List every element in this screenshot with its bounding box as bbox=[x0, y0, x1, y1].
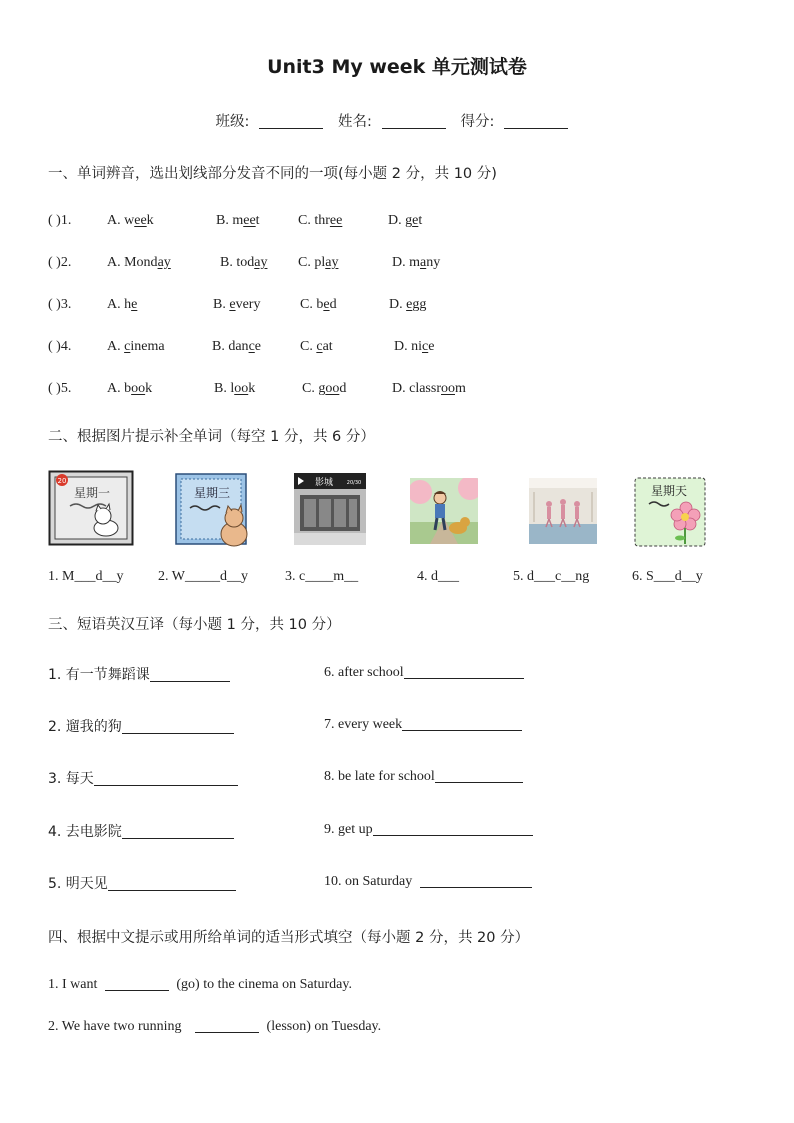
answer-line[interactable] bbox=[105, 976, 169, 991]
section-1-heading: 一、单词辨音，选出划线部分发音不同的一项(每小题 2 分，共 10 分) bbox=[48, 166, 497, 182]
q1-option-a: A. week bbox=[107, 213, 154, 228]
fill-word-2[interactable]: 2. W_____d__y bbox=[158, 569, 248, 584]
answer-line[interactable] bbox=[150, 667, 230, 682]
q1-option-b: B. meet bbox=[216, 213, 260, 228]
fill-word-1[interactable]: 1. M___d__y bbox=[48, 569, 124, 584]
badge-text: 20 bbox=[57, 477, 67, 485]
page-title: Unit3 My week 单元测试卷 bbox=[267, 56, 527, 78]
answer-line[interactable] bbox=[94, 771, 238, 786]
q1-option-c: C. three bbox=[298, 213, 343, 228]
cinema-sign-number: 20/30 bbox=[346, 480, 362, 486]
sunday-text: 星期天 bbox=[650, 484, 688, 498]
q4-option-c: C. cat bbox=[300, 339, 333, 354]
q2-bracket[interactable]: ( )2. bbox=[48, 255, 72, 270]
translate-item-9: 9. get up bbox=[324, 821, 533, 838]
answer-line[interactable] bbox=[195, 1018, 259, 1033]
answer-line[interactable] bbox=[122, 824, 234, 839]
name-blank[interactable] bbox=[382, 114, 446, 129]
sunday-card-image bbox=[633, 476, 707, 548]
q2-option-c: C. play bbox=[298, 255, 339, 270]
q2-option-b: B. today bbox=[220, 255, 268, 270]
q5-option-c: C. good bbox=[302, 381, 347, 396]
fill-sentence-1: 1. I want (go) to the cinema on Saturday. bbox=[48, 977, 352, 992]
walk-dog-image bbox=[410, 478, 478, 544]
q1-option-d: D. get bbox=[388, 213, 423, 228]
translate-item-4: 4. 去电影院 bbox=[48, 821, 234, 841]
cinema-sign-text: 影城 bbox=[314, 478, 334, 488]
q5-option-d: D. classroom bbox=[392, 381, 466, 396]
translate-item-3: 3. 每天 bbox=[48, 768, 238, 788]
section-2-heading: 二、根据图片提示补全单词（每空 1 分，共 6 分） bbox=[48, 429, 375, 445]
fill-word-5[interactable]: 5. d___c__ng bbox=[513, 569, 590, 584]
dancing-image bbox=[529, 478, 597, 544]
translate-item-5: 5. 明天见 bbox=[48, 873, 236, 893]
answer-line[interactable] bbox=[420, 873, 532, 888]
q3-option-c: C. bed bbox=[300, 297, 337, 312]
wednesday-card-image bbox=[174, 470, 252, 548]
q4-option-d: D. nice bbox=[394, 339, 435, 354]
translate-item-8: 8. be late for school bbox=[324, 768, 523, 785]
q5-option-a: A. book bbox=[107, 381, 153, 396]
q3-option-b: B. every bbox=[213, 297, 261, 312]
q2-option-d: D. many bbox=[392, 255, 441, 270]
q5-bracket[interactable]: ( )5. bbox=[48, 381, 72, 396]
translate-item-10: 10. on Saturday bbox=[324, 873, 532, 890]
wednesday-text: 星期三 bbox=[193, 486, 231, 500]
answer-line[interactable] bbox=[402, 716, 522, 731]
fill-word-3[interactable]: 3. c____m__ bbox=[285, 569, 359, 584]
score-blank[interactable] bbox=[504, 114, 568, 129]
translate-item-1: 1. 有一节舞蹈课 bbox=[48, 664, 230, 684]
translate-item-2: 2. 遛我的狗 bbox=[48, 716, 234, 736]
q4-option-b: B. dance bbox=[212, 339, 261, 354]
fill-word-4[interactable]: 4. d___ bbox=[417, 569, 459, 584]
fill-sentence-2: 2. We have two running (lesson) on Tuesday. bbox=[48, 1019, 382, 1034]
answer-line[interactable] bbox=[404, 664, 524, 679]
translate-item-7: 7. every week bbox=[324, 716, 522, 733]
answer-line[interactable] bbox=[435, 768, 523, 783]
q4-option-a: A. cinema bbox=[107, 339, 165, 354]
q1-bracket[interactable]: ( )1. bbox=[48, 213, 72, 228]
q2-option-a: A. Monday bbox=[107, 255, 171, 270]
monday-card-image bbox=[48, 470, 134, 546]
answer-line[interactable] bbox=[373, 821, 533, 836]
answer-line[interactable] bbox=[122, 719, 234, 734]
q4-bracket[interactable]: ( )4. bbox=[48, 339, 72, 354]
q3-option-a: A. he bbox=[107, 297, 138, 312]
class-blank[interactable] bbox=[259, 114, 323, 129]
q3-option-d: D. egg bbox=[389, 297, 427, 312]
class-label: 班级: bbox=[215, 114, 250, 130]
monday-text: 星期一 bbox=[73, 486, 111, 500]
answer-line[interactable] bbox=[108, 876, 236, 891]
q3-bracket[interactable]: ( )3. bbox=[48, 297, 72, 312]
score-label: 得分: bbox=[460, 114, 495, 130]
translate-item-6: 6. after school bbox=[324, 664, 524, 681]
name-label: 姓名: bbox=[338, 114, 372, 130]
section-4-heading: 四、根据中文提示或用所给单词的适当形式填空（每小题 2 分，共 20 分） bbox=[48, 930, 530, 946]
student-info-row bbox=[0, 110, 794, 131]
cinema-image bbox=[294, 473, 366, 545]
fill-word-6[interactable]: 6. S___d__y bbox=[632, 569, 703, 584]
section-3-heading: 三、短语英汉互译（每小题 1 分，共 10 分） bbox=[48, 617, 341, 633]
q5-option-b: B. look bbox=[214, 381, 256, 396]
